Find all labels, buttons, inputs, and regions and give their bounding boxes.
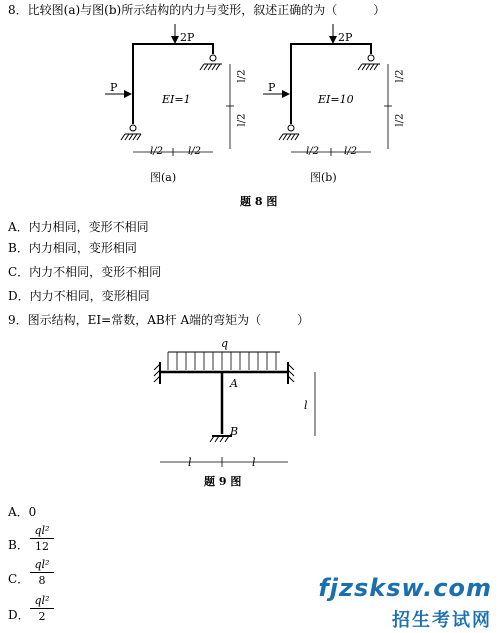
fig-9-span-1: l xyxy=(188,456,192,469)
question-9-stem: 9．图示结构，EI=常数，AB杆 A端的弯矩为（ ） xyxy=(8,313,310,327)
q9-option-d-fraction xyxy=(30,594,54,623)
q8-option-b[interactable]: B．内力相同，变形相同 xyxy=(8,241,137,255)
fig-9-span-2: l xyxy=(252,456,256,469)
figure-9 xyxy=(150,334,350,484)
fig-9-load: q xyxy=(221,337,229,350)
fig-a-load-left: P xyxy=(110,81,118,94)
question-9-caption: 题 9 图 xyxy=(204,475,242,488)
fig-a-vdim-2: l/2 xyxy=(236,113,248,127)
q9-option-c-fraction xyxy=(30,558,54,587)
q9-option-b-fraction xyxy=(30,524,54,553)
fig-b-vdim-1: l/2 xyxy=(394,69,406,83)
q9-option-c-den: 8 xyxy=(38,574,46,587)
q9-option-d-den: 2 xyxy=(38,610,46,623)
q9-option-a[interactable] xyxy=(8,504,36,520)
fig-9-node-b: B xyxy=(230,425,239,438)
figure-8b xyxy=(258,24,398,194)
fig-b-load-top: 2P xyxy=(338,31,353,44)
figure-8a xyxy=(100,24,240,194)
question-8-caption: 题 8 图 xyxy=(240,195,278,208)
fig-a-load-top: 2P xyxy=(180,31,195,44)
fig-a-vdim-1: l/2 xyxy=(236,69,248,83)
q9-option-b-num: ql² xyxy=(30,524,54,539)
q9-option-c-num: ql² xyxy=(30,558,54,573)
fig-b-load-left: P xyxy=(268,81,276,94)
fig-b-vdim-2: l/2 xyxy=(394,113,406,127)
fig-a-hdim-2: l/2 xyxy=(188,146,201,157)
fig-9-height: l xyxy=(304,399,308,412)
fig-a-caption: 图(a) xyxy=(150,171,177,184)
fig-9-node-a: A xyxy=(230,377,238,390)
fig-b-ei: EI=10 xyxy=(318,93,354,106)
q9-option-b-den: 12 xyxy=(35,540,49,553)
q8-option-c[interactable]: C．内力不相同，变形不相同 xyxy=(8,265,162,279)
q9-option-d-num: ql² xyxy=(30,594,54,609)
q9-option-a-letter: A． xyxy=(8,505,29,519)
watermark-site: fjzsksw.com xyxy=(318,574,492,602)
q9-option-a-text: 0 xyxy=(28,505,37,519)
fig-a-ei: EI=1 xyxy=(162,93,191,106)
q8-option-a[interactable]: A．内力相同，变形不相同 xyxy=(8,220,149,234)
fig-b-caption: 图(b) xyxy=(310,171,337,184)
fig-b-hdim-1: l/2 xyxy=(306,146,319,157)
question-8-stem: 8．比较图(a)与图(b)所示结构的内力与变形，叙述正确的为（ ） xyxy=(8,3,386,17)
fig-a-hdim-1: l/2 xyxy=(150,146,163,157)
fig-b-hdim-2: l/2 xyxy=(344,146,357,157)
watermark-cn: 招生考试网 xyxy=(392,610,492,631)
q9-option-b-letter[interactable]: B． xyxy=(8,538,29,552)
q9-option-c-letter[interactable]: C． xyxy=(8,572,30,586)
q8-option-d[interactable]: D．内力不相同，变形相同 xyxy=(8,289,150,303)
q9-option-d-letter[interactable]: D． xyxy=(8,608,30,622)
